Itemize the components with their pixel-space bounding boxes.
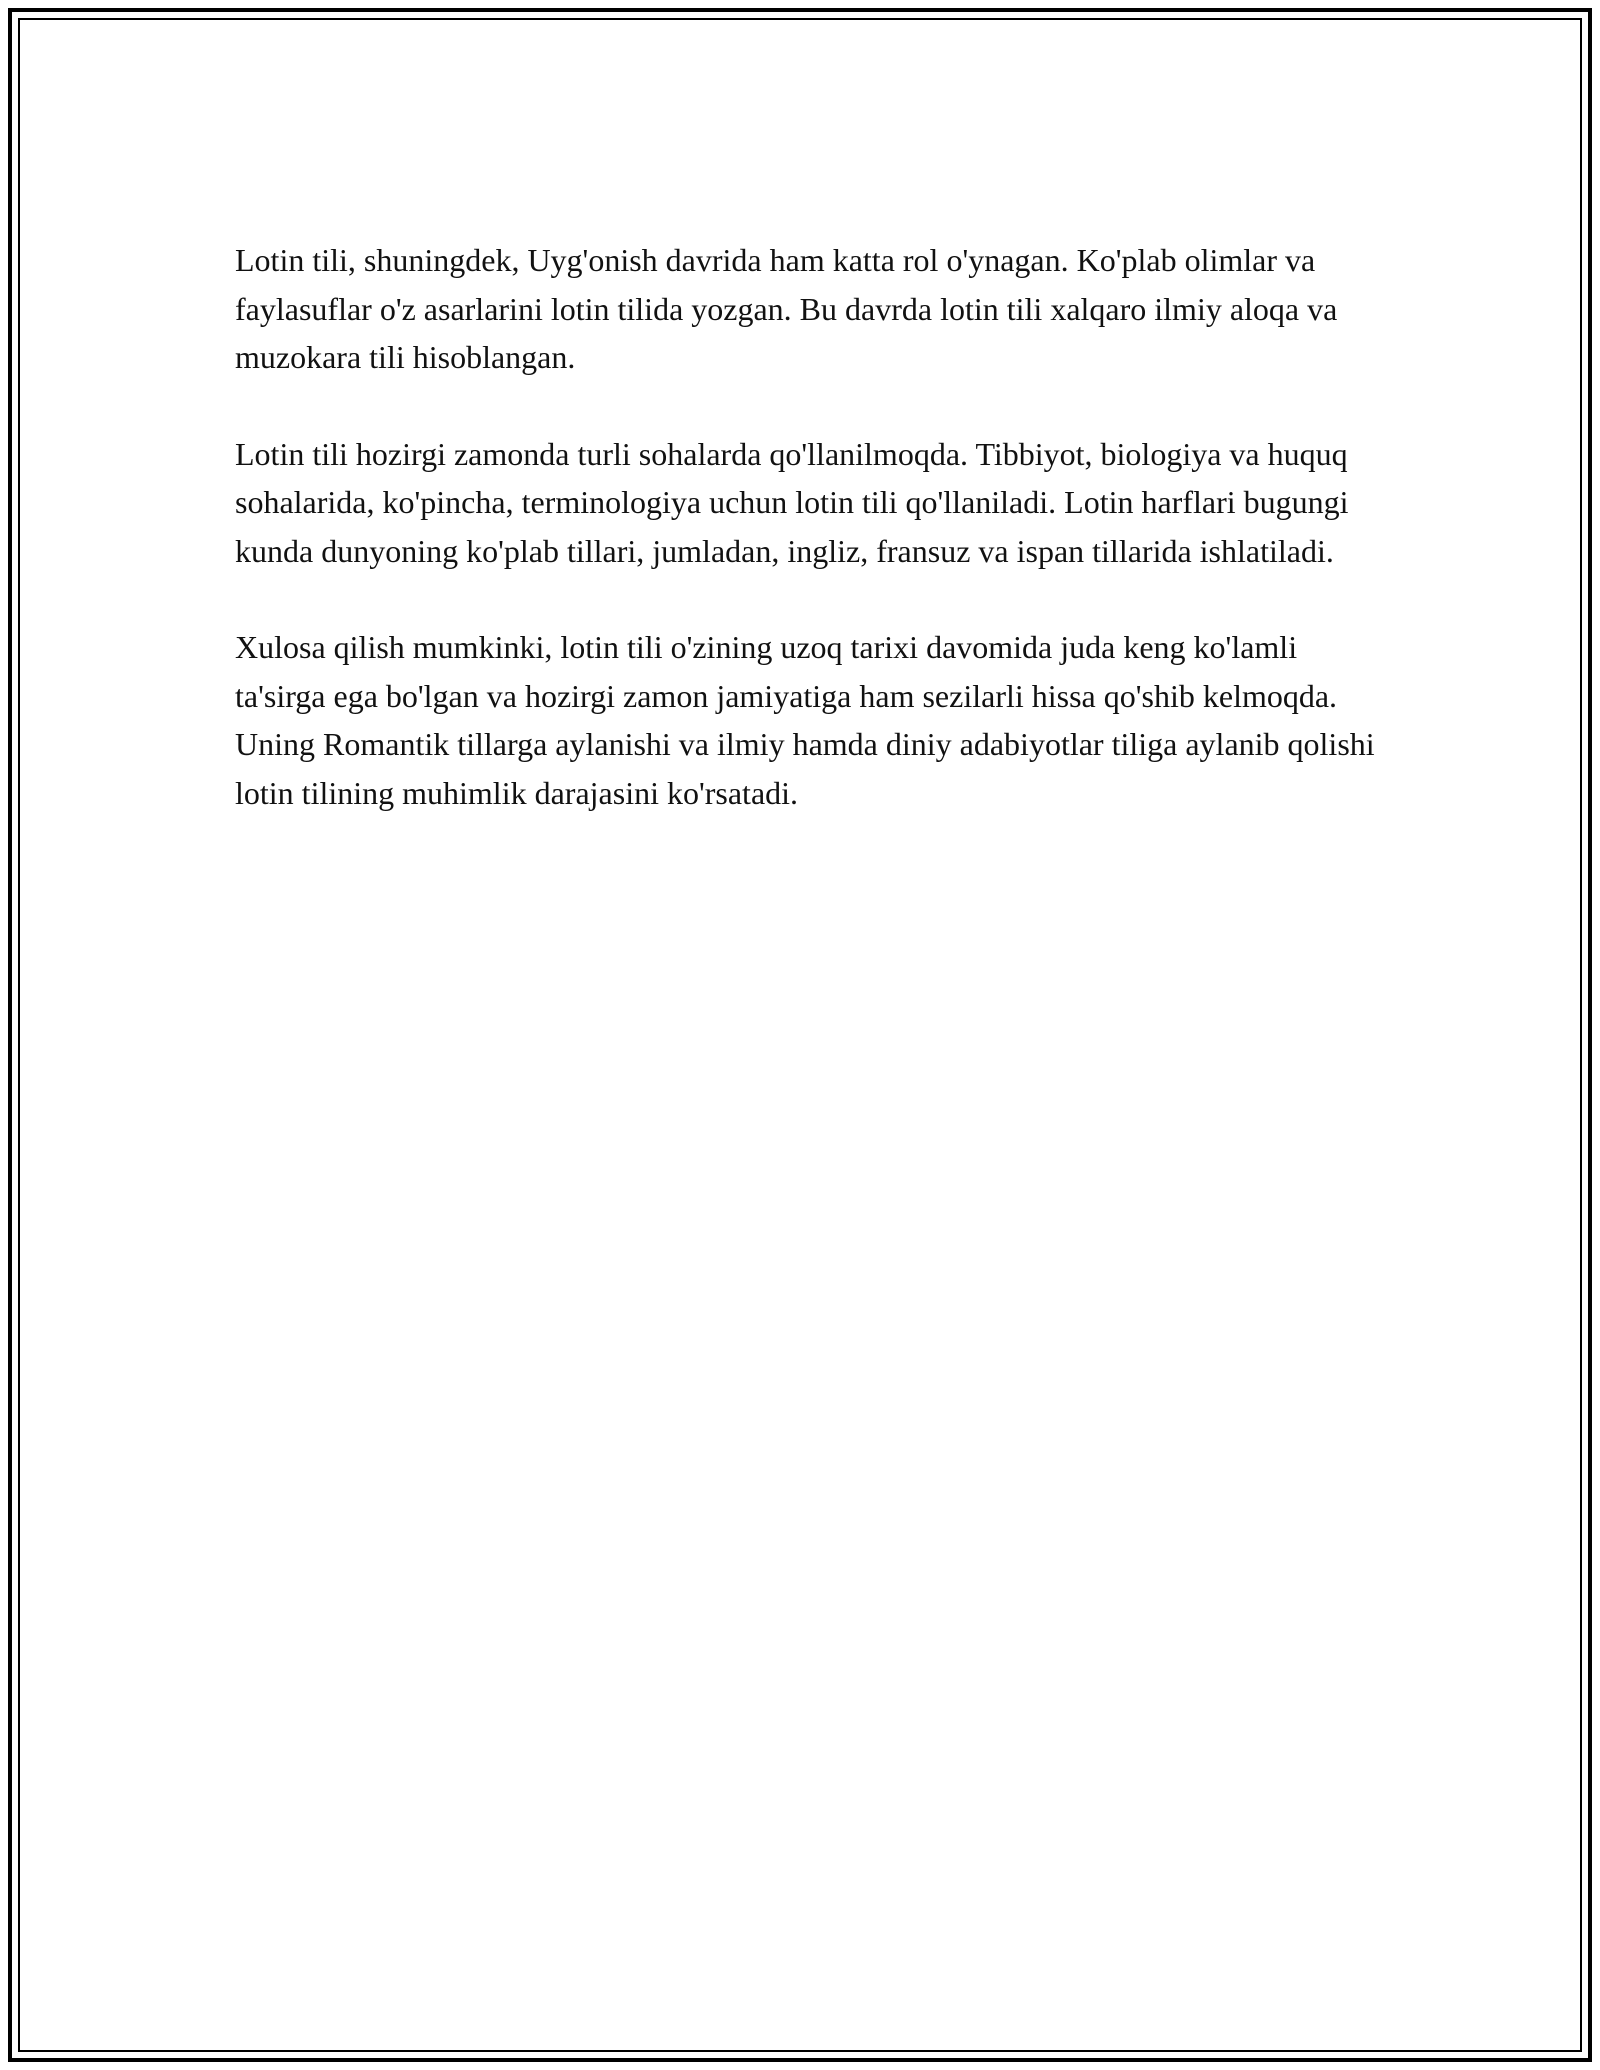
paragraph-3: Xulosa qilish mumkinki, lotin tili o'zining uzoq tarixi davomida juda keng ko'lamli ta'sirga ega bo'lgan va hozirgi zamon jamiyatiga ham sezilarli hissa qo'shib kelmoqda. Uning Romantik tillarga aylanishi va ilmiy hamda diniy adabiyotlar tiliga aylanib qolishi lotin tilining muhimlik darajasini ko'rsatadi.	[235, 629, 1375, 811]
document-body	[235, 236, 1385, 865]
paragraph-2: Lotin tili hozirgi zamonda turli sohalarda qo'llanilmoqda. Tibbiyot, biologiya va huquq sohalarida, ko'pincha, terminologiya uchun lotin tili qo'llaniladi. Lotin harflari bugungi kunda dunyoning ko'plab tillari, jumladan, ingliz, fransuz va ispan tillarida ishlatiladi.	[235, 435, 1349, 569]
paragraph-1: Lotin tili, shuningdek, Uyg'onish davrida ham katta rol o'ynagan. Ko'plab olimlar va faylasuflar o'z asarlarini lotin tilida yozgan. Bu davrda lotin tili xalqaro ilmiy aloqa va muzokara tili hisoblangan.	[235, 242, 1338, 375]
